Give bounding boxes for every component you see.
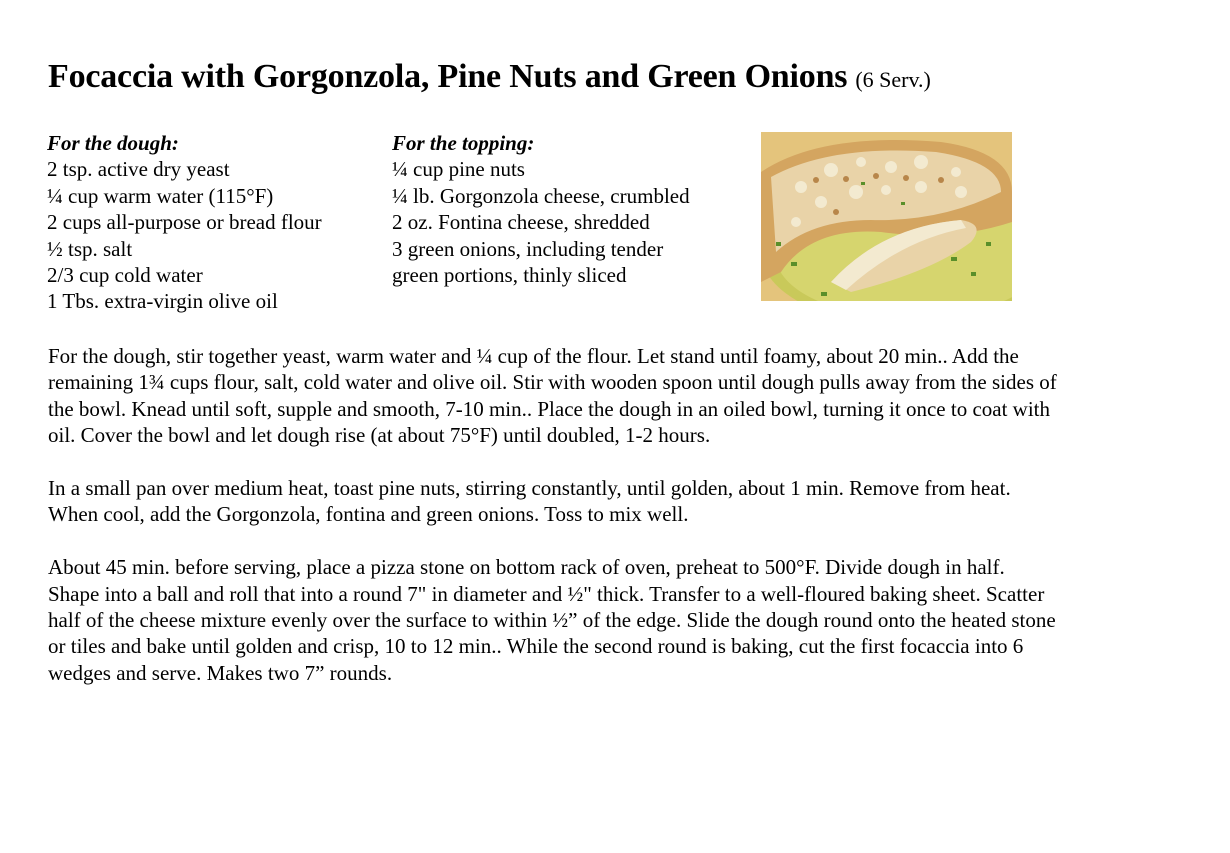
focaccia-photo-icon <box>761 132 1012 301</box>
ingredient-item: 2 tsp. active dry yeast <box>47 157 230 182</box>
direction-paragraph: About 45 min. before serving, place a pizza stone on bottom rack of oven, preheat to 500°F. Divide dough in half. Shape into a ball and roll that into a round 7" in diameter and ½" thick. Transfer to a well-floured baking sheet. Scatter half of the cheese mixture evenly over the surface to within ½” of the edge. Slide the dough round onto the heated stone or tiles and bake until golden and crisp, 10 to 12 min.. While the second round is baking, cut the first focaccia into 6 wedges and serve. Makes two 7” rounds. <box>48 555 1056 685</box>
ingredient-item: 2/3 cup cold water <box>47 263 203 288</box>
ingredient-item: ½ tsp. salt <box>47 236 133 261</box>
ingredient-item: 1 Tbs. extra-virgin olive oil <box>47 289 278 314</box>
ingredient-item: green portions, thinly sliced <box>392 263 627 288</box>
recipe-title: Focaccia with Gorgonzola, Pine Nuts and Green Onions <box>48 58 848 95</box>
topping-ingredients <box>392 130 742 288</box>
directions <box>48 343 1058 713</box>
ingredient-item: ¼ cup warm water (115°F) <box>47 183 274 208</box>
focaccia-photo <box>761 132 1012 301</box>
dough-heading: For the dough: <box>47 131 179 155</box>
dough-ingredients <box>47 130 377 315</box>
ingredient-item: 2 oz. Fontina cheese, shredded <box>392 210 650 235</box>
ingredient-item: 3 green onions, including tender <box>392 236 664 261</box>
title-row <box>48 58 931 96</box>
ingredient-item: ¼ lb. Gorgonzola cheese, crumbled <box>392 183 690 208</box>
direction-paragraph: For the dough, stir together yeast, warm water and ¼ cup of the flour. Let stand until foamy, about 20 min.. Add the remaining 1¾ cups flour, salt, cold water and olive oil. Stir with wooden spoon until dough pulls away from the sides of the bowl. Knead until soft, supple and smooth, 7-10 min.. Place the dough in an oiled bowl, turning it once to coat with oil. Cover the bowl and let dough rise (at about 75°F) until doubled, 1-2 hours. <box>48 344 1057 448</box>
topping-heading: For the topping: <box>392 131 535 155</box>
ingredient-item: 2 cups all-purpose or bread flour <box>47 210 322 235</box>
servings-label: (6 Serv.) <box>855 67 931 92</box>
direction-paragraph: In a small pan over medium heat, toast pine nuts, stirring constantly, until golden, about 1 min. Remove from heat. When cool, add the Gorgonzola, fontina and green onions. Toss to mix well. <box>48 476 1011 527</box>
ingredient-item: ¼ cup pine nuts <box>392 157 525 182</box>
